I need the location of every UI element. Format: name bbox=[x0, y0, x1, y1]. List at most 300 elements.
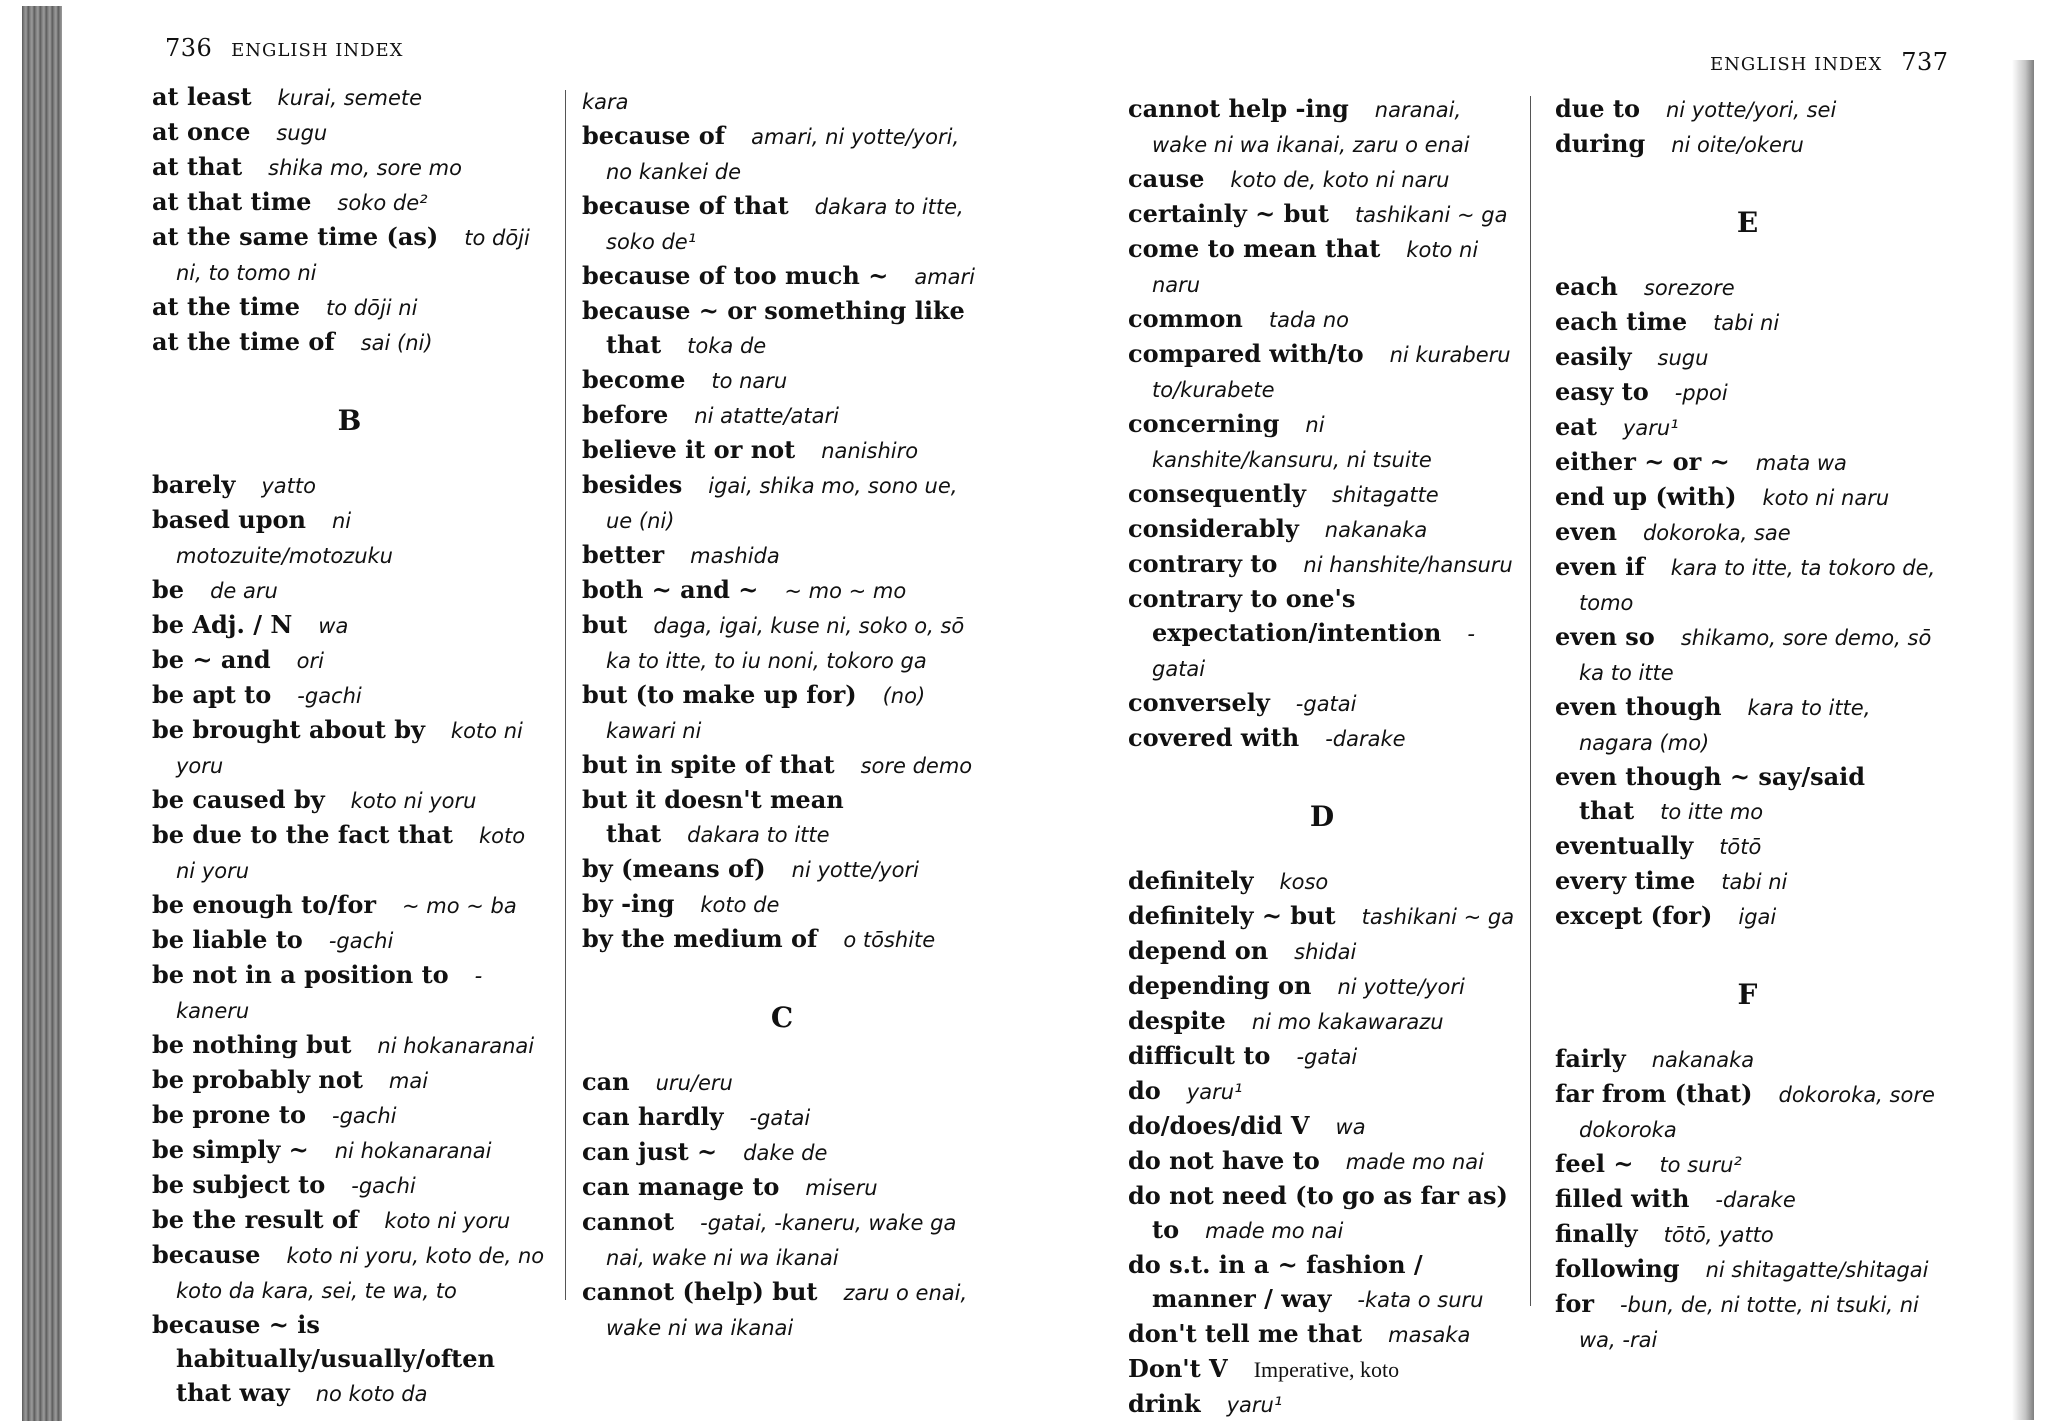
english-term: even so bbox=[1555, 622, 1655, 651]
english-term: be caused by bbox=[152, 785, 325, 814]
japanese-equivalent: -gatai bbox=[749, 1106, 811, 1130]
english-term: do bbox=[1128, 1076, 1161, 1105]
english-term: definitely bbox=[1128, 866, 1254, 895]
english-term: even bbox=[1555, 517, 1617, 546]
index-entry bbox=[1128, 1317, 1516, 1352]
index-entry bbox=[1128, 1144, 1516, 1179]
index-entry bbox=[1128, 92, 1516, 162]
index-entry bbox=[1555, 1182, 1940, 1217]
english-term: but (to make up for) bbox=[582, 680, 857, 709]
english-term: during bbox=[1555, 129, 1646, 158]
english-term: cannot help -ing bbox=[1128, 94, 1349, 123]
japanese-equivalent: ni yotte/yori bbox=[1337, 975, 1465, 999]
index-entry bbox=[152, 713, 547, 783]
english-term: before bbox=[582, 400, 669, 429]
japanese-equivalent: to dōji ni bbox=[326, 296, 418, 320]
japanese-equivalent: mashida bbox=[690, 544, 780, 568]
section-letter-heading: F bbox=[1737, 978, 1758, 1011]
japanese-equivalent: dakara to itte, soko de¹ bbox=[606, 195, 964, 254]
english-term: become bbox=[582, 365, 686, 394]
index-entry bbox=[152, 80, 547, 115]
english-term: believe it or not bbox=[582, 435, 796, 464]
index-entry bbox=[152, 888, 547, 923]
index-entry bbox=[582, 468, 982, 538]
japanese-equivalent: sore demo bbox=[860, 754, 973, 778]
index-entry bbox=[152, 818, 547, 888]
index-entry bbox=[152, 115, 547, 150]
english-term: each time bbox=[1555, 307, 1688, 336]
english-term: easily bbox=[1555, 342, 1632, 371]
index-entry bbox=[582, 887, 982, 922]
index-entry bbox=[1555, 270, 1940, 305]
japanese-equivalent: tōtō, yatto bbox=[1663, 1223, 1774, 1247]
english-term: concerning bbox=[1128, 409, 1280, 438]
english-term: compared with/to bbox=[1128, 339, 1364, 368]
japanese-equivalent: dokoroka, sae bbox=[1642, 521, 1791, 545]
index-entry bbox=[582, 608, 982, 678]
japanese-equivalent: zaru o enai, wake ni wa ikanai bbox=[606, 1281, 968, 1340]
english-term: be simply ~ bbox=[152, 1135, 309, 1164]
japanese-equivalent: dakara to itte bbox=[687, 823, 830, 847]
index-entry bbox=[1128, 721, 1516, 756]
english-term: far from (that) bbox=[1555, 1079, 1753, 1108]
japanese-equivalent: soko de² bbox=[337, 191, 428, 215]
index-entry bbox=[1555, 829, 1940, 864]
english-term: be apt to bbox=[152, 680, 272, 709]
japanese-equivalent: amari, ni yotte/yori, no kankei de bbox=[606, 125, 960, 184]
japanese-equivalent: ni hokanaranai bbox=[377, 1034, 535, 1058]
index-entry bbox=[582, 294, 982, 363]
index-entry bbox=[582, 852, 982, 887]
english-term: can hardly bbox=[582, 1102, 724, 1131]
japanese-equivalent: wa bbox=[318, 614, 349, 638]
english-term: even though bbox=[1555, 692, 1722, 721]
english-term: finally bbox=[1555, 1219, 1638, 1248]
english-term: eat bbox=[1555, 412, 1597, 441]
english-term: come to mean that bbox=[1128, 234, 1381, 263]
section-letter-heading: C bbox=[770, 1001, 794, 1034]
japanese-equivalent: shitagatte bbox=[1331, 483, 1439, 507]
japanese-equivalent: -ppoi bbox=[1674, 381, 1728, 405]
japanese-equivalent: tashikani ~ ga bbox=[1354, 203, 1508, 227]
index-entry bbox=[152, 573, 547, 608]
index-entry bbox=[1555, 410, 1940, 445]
english-term: because bbox=[152, 1240, 261, 1269]
english-term: can just ~ bbox=[582, 1137, 718, 1166]
english-term: even if bbox=[1555, 552, 1645, 581]
index-entry bbox=[1555, 305, 1940, 340]
index-entry bbox=[152, 503, 547, 573]
index-entry bbox=[1555, 1147, 1940, 1182]
japanese-equivalent: naranai, wake ni wa ikanai, zaru o enai bbox=[1152, 98, 1470, 157]
index-entry bbox=[1555, 127, 1940, 162]
japanese-equivalent: ni hokanaranai bbox=[334, 1139, 492, 1163]
japanese-equivalent: masaka bbox=[1388, 1323, 1471, 1347]
japanese-equivalent: no koto da bbox=[315, 1382, 428, 1406]
japanese-equivalent: tōtō bbox=[1719, 835, 1762, 859]
index-entry bbox=[152, 1133, 547, 1168]
english-term: for bbox=[1555, 1289, 1594, 1318]
index-entry bbox=[582, 1205, 982, 1275]
index-entry bbox=[1128, 477, 1516, 512]
japanese-equivalent: shidai bbox=[1294, 940, 1357, 964]
index-entry bbox=[582, 1170, 982, 1205]
index-entry bbox=[1128, 899, 1516, 934]
english-term: even though ~ say/said that bbox=[1555, 762, 1866, 825]
english-term: better bbox=[582, 540, 665, 569]
english-term: be subject to bbox=[152, 1170, 326, 1199]
index-entry bbox=[152, 1063, 547, 1098]
japanese-equivalent: ni shitagatte/shitagai bbox=[1705, 1258, 1929, 1282]
japanese-equivalent: nakanaka bbox=[1651, 1048, 1755, 1072]
japanese-equivalent: yaru¹ bbox=[1186, 1080, 1243, 1104]
english-term: definitely ~ but bbox=[1128, 901, 1336, 930]
japanese-equivalent: miseru bbox=[805, 1176, 878, 1200]
japanese-equivalent: ni hanshite/hansuru bbox=[1303, 553, 1513, 577]
english-term: but in spite of that bbox=[582, 750, 835, 779]
japanese-equivalent: ~ mo ~ ba bbox=[402, 894, 517, 918]
english-term: depending on bbox=[1128, 971, 1312, 1000]
english-term: Don't V bbox=[1128, 1354, 1228, 1383]
book-binding-shadow bbox=[22, 6, 62, 1421]
japanese-equivalent: kara bbox=[582, 90, 629, 114]
index-entry bbox=[152, 1098, 547, 1133]
english-term: consequently bbox=[1128, 479, 1306, 508]
japanese-equivalent: ni oite/okeru bbox=[1671, 133, 1804, 157]
japanese-equivalent: shika mo, sore mo bbox=[268, 156, 462, 180]
index-entry bbox=[152, 290, 547, 325]
english-term: be Adj. / N bbox=[152, 610, 293, 639]
japanese-equivalent: koso bbox=[1279, 870, 1329, 894]
index-entry bbox=[152, 185, 547, 220]
index-entry bbox=[1555, 375, 1940, 410]
page-number: 737 bbox=[1901, 48, 1949, 76]
english-term: contrary to bbox=[1128, 549, 1278, 578]
english-term: barely bbox=[152, 470, 236, 499]
left-page-header bbox=[165, 34, 404, 62]
english-term: cannot (help) but bbox=[582, 1277, 818, 1306]
english-term: do s.t. in a ~ fashion / manner / way bbox=[1128, 1250, 1423, 1313]
english-term: cannot bbox=[582, 1207, 675, 1236]
index-entry bbox=[1555, 92, 1940, 127]
japanese-equivalent: -kaneru bbox=[176, 964, 483, 1023]
index-entry bbox=[582, 1065, 982, 1100]
japanese-equivalent: koto ni yoru bbox=[384, 1209, 511, 1233]
english-term: do/does/did V bbox=[1128, 1111, 1310, 1140]
index-entry bbox=[1128, 582, 1516, 686]
index-entry bbox=[152, 608, 547, 643]
index-entry bbox=[1128, 969, 1516, 1004]
index-entry bbox=[1555, 1217, 1940, 1252]
english-term: can bbox=[582, 1067, 630, 1096]
english-term: filled with bbox=[1555, 1184, 1690, 1213]
index-entry bbox=[1128, 864, 1516, 899]
right-page-header bbox=[1710, 48, 1961, 76]
column-divider bbox=[1530, 96, 1531, 1306]
index-entry bbox=[582, 398, 982, 433]
index-entry bbox=[1128, 197, 1516, 232]
japanese-equivalent: ni atatte/atari bbox=[694, 404, 839, 428]
english-term: easy to bbox=[1555, 377, 1649, 406]
index-entry bbox=[1555, 550, 1940, 620]
english-term: following bbox=[1555, 1254, 1680, 1283]
index-entry bbox=[1128, 302, 1516, 337]
japanese-equivalent: o tōshite bbox=[843, 928, 936, 952]
english-term: covered with bbox=[1128, 723, 1300, 752]
section-letter-heading: B bbox=[337, 404, 362, 437]
index-entry bbox=[1555, 1252, 1940, 1287]
english-term: except (for) bbox=[1555, 901, 1713, 930]
english-term: either ~ or ~ bbox=[1555, 447, 1730, 476]
english-term: can manage to bbox=[582, 1172, 780, 1201]
index-entry bbox=[582, 1100, 982, 1135]
japanese-equivalent: -bun, de, ni totte, ni tsuki, ni wa, -rai bbox=[1579, 1293, 1919, 1352]
index-entry bbox=[1555, 864, 1940, 899]
english-term: but it doesn't mean that bbox=[582, 785, 844, 848]
section-letter-heading: E bbox=[1736, 206, 1759, 239]
english-term: each bbox=[1555, 272, 1618, 301]
english-term: be prone to bbox=[152, 1100, 307, 1129]
english-term: despite bbox=[1128, 1006, 1226, 1035]
japanese-equivalent: to itte mo bbox=[1660, 800, 1764, 824]
index-entry bbox=[582, 538, 982, 573]
index-entry bbox=[1128, 162, 1516, 197]
running-title: ENGLISH INDEX bbox=[1710, 54, 1883, 75]
japanese-equivalent: de aru bbox=[210, 579, 278, 603]
japanese-equivalent: ni mo kakawarazu bbox=[1251, 1010, 1444, 1034]
english-term: due to bbox=[1555, 94, 1640, 123]
english-term: at the same time (as) bbox=[152, 222, 439, 251]
japanese-equivalent: koto ni yoru bbox=[176, 824, 526, 883]
japanese-equivalent: to dōji ni, to tomo ni bbox=[176, 226, 530, 285]
english-term: be liable to bbox=[152, 925, 303, 954]
page-edge-shadow bbox=[2012, 60, 2034, 1420]
japanese-equivalent: wa bbox=[1335, 1115, 1366, 1139]
index-entry bbox=[1555, 899, 1940, 934]
japanese-equivalent: to naru bbox=[711, 369, 788, 393]
index-entry bbox=[582, 433, 982, 468]
page-number: 736 bbox=[165, 34, 213, 62]
index-entry bbox=[152, 220, 547, 290]
english-term: difficult to bbox=[1128, 1041, 1271, 1070]
english-term: be not in a position to bbox=[152, 960, 449, 989]
japanese-equivalent: -gatai bbox=[1295, 692, 1357, 716]
english-term: be enough to/for bbox=[152, 890, 377, 919]
index-entry bbox=[152, 325, 547, 360]
index-entry bbox=[582, 922, 982, 957]
index-entry bbox=[1128, 232, 1516, 302]
japanese-equivalent: koto ni naru bbox=[1152, 238, 1479, 297]
index-entry bbox=[152, 1168, 547, 1203]
japanese-equivalent: igai, shika mo, sono ue, ue (ni) bbox=[606, 474, 958, 533]
index-entry bbox=[582, 678, 982, 748]
japanese-equivalent: koto ni yoru bbox=[176, 719, 523, 778]
english-term: be probably not bbox=[152, 1065, 363, 1094]
japanese-equivalent: yaru¹ bbox=[1226, 1393, 1283, 1417]
index-entry bbox=[152, 923, 547, 958]
japanese-equivalent: sugu bbox=[1657, 346, 1709, 370]
english-term: at that time bbox=[152, 187, 312, 216]
index-entry bbox=[582, 363, 982, 398]
english-term: end up (with) bbox=[1555, 482, 1737, 511]
english-term: conversely bbox=[1128, 688, 1270, 717]
japanese-equivalent: sai (ni) bbox=[360, 331, 433, 355]
index-entry bbox=[1128, 1109, 1516, 1144]
japanese-equivalent: sorezore bbox=[1643, 276, 1735, 300]
english-term: drink bbox=[1128, 1389, 1201, 1418]
japanese-equivalent: -gachi bbox=[332, 1104, 397, 1128]
index-entry bbox=[152, 1203, 547, 1238]
japanese-equivalent: ni motozuite/motozuku bbox=[176, 509, 393, 568]
japanese-equivalent: yatto bbox=[261, 474, 316, 498]
index-entry bbox=[582, 573, 982, 608]
index-entry bbox=[582, 1135, 982, 1170]
english-term: by (means of) bbox=[582, 854, 766, 883]
index-entry bbox=[152, 958, 547, 1028]
japanese-equivalent: kara to itte, ta tokoro de, tomo bbox=[1579, 556, 1936, 615]
index-entry bbox=[1128, 337, 1516, 407]
english-term: by -ing bbox=[582, 889, 675, 918]
japanese-equivalent: ori bbox=[296, 649, 324, 673]
index-column-1 bbox=[152, 80, 547, 1411]
english-term: do not have to bbox=[1128, 1146, 1320, 1175]
english-term: at once bbox=[152, 117, 251, 146]
index-entry bbox=[152, 1238, 547, 1308]
english-term: besides bbox=[582, 470, 683, 499]
english-term: because of too much ~ bbox=[582, 261, 889, 290]
english-term: both ~ and ~ bbox=[582, 575, 759, 604]
index-entry bbox=[1128, 1074, 1516, 1109]
japanese-equivalent: dake de bbox=[743, 1141, 828, 1165]
index-entry bbox=[582, 1275, 982, 1345]
english-term: common bbox=[1128, 304, 1243, 333]
english-term: by the medium of bbox=[582, 924, 818, 953]
english-term: cause bbox=[1128, 164, 1205, 193]
japanese-equivalent: (no) kawari ni bbox=[606, 684, 926, 743]
japanese-equivalent: ni kuraberu to/kurabete bbox=[1152, 343, 1511, 402]
english-term: considerably bbox=[1128, 514, 1299, 543]
japanese-equivalent: koto de bbox=[700, 893, 780, 917]
english-term: be ~ and bbox=[152, 645, 271, 674]
japanese-equivalent: -darake bbox=[1325, 727, 1406, 751]
japanese-equivalent: -gatai, -kaneru, wake ga nai, wake ni wa ikanai bbox=[606, 1211, 957, 1270]
index-column-3 bbox=[1128, 92, 1516, 1422]
japanese-equivalent: nanishiro bbox=[821, 439, 919, 463]
running-title: ENGLISH INDEX bbox=[231, 40, 404, 61]
japanese-equivalent: kara to itte, nagara (mo) bbox=[1579, 696, 1871, 755]
index-entry bbox=[582, 259, 982, 294]
japanese-equivalent: daga, igai, kuse ni, soko o, sō ka to itte, to iu noni, tokoro ga bbox=[606, 614, 965, 673]
index-entry bbox=[1128, 512, 1516, 547]
japanese-equivalent: shikamo, sore demo, sō ka to itte bbox=[1579, 626, 1932, 685]
english-term: but bbox=[582, 610, 628, 639]
index-column-4 bbox=[1555, 92, 1940, 1357]
japanese-equivalent: ~ mo ~ mo bbox=[784, 579, 907, 603]
english-term: don't tell me that bbox=[1128, 1319, 1363, 1348]
index-entry bbox=[152, 1028, 547, 1063]
japanese-equivalent: uru/eru bbox=[655, 1071, 733, 1095]
index-entry bbox=[1555, 340, 1940, 375]
japanese-equivalent: -kata o suru bbox=[1357, 1288, 1484, 1312]
english-term: be nothing but bbox=[152, 1030, 352, 1059]
index-entry bbox=[1555, 1287, 1940, 1357]
japanese-equivalent: -gachi bbox=[351, 1174, 416, 1198]
index-entry bbox=[582, 783, 982, 852]
japanese-equivalent: ni yotte/yori bbox=[791, 858, 919, 882]
japanese-equivalent: tashikani ~ ga bbox=[1361, 905, 1515, 929]
index-entry bbox=[1128, 547, 1516, 582]
english-term: every time bbox=[1555, 866, 1696, 895]
english-term: fairly bbox=[1555, 1044, 1626, 1073]
column-divider bbox=[565, 90, 566, 1300]
index-entry bbox=[582, 748, 982, 783]
japanese-equivalent: Imperative, koto bbox=[1253, 1357, 1400, 1382]
japanese-equivalent: tabi ni bbox=[1713, 311, 1780, 335]
index-entry bbox=[152, 678, 547, 713]
japanese-equivalent: mai bbox=[388, 1069, 429, 1093]
english-term: depend on bbox=[1128, 936, 1269, 965]
english-term: because ~ or something like that bbox=[582, 296, 965, 359]
japanese-equivalent: koto ni naru bbox=[1762, 486, 1890, 510]
index-entry bbox=[1555, 760, 1940, 829]
english-term: at the time bbox=[152, 292, 301, 321]
japanese-equivalent: amari bbox=[914, 265, 975, 289]
japanese-equivalent: made mo nai bbox=[1345, 1150, 1484, 1174]
english-term: be due to the fact that bbox=[152, 820, 453, 849]
index-entry bbox=[1128, 934, 1516, 969]
japanese-equivalent: nakanaka bbox=[1324, 518, 1428, 542]
english-term: eventually bbox=[1555, 831, 1694, 860]
english-term: be brought about by bbox=[152, 715, 425, 744]
japanese-equivalent: ni kanshite/kansuru, ni tsuite bbox=[1152, 413, 1432, 472]
japanese-equivalent: kurai, semete bbox=[277, 86, 423, 110]
japanese-equivalent: igai bbox=[1738, 905, 1777, 929]
index-entry bbox=[1128, 1039, 1516, 1074]
japanese-equivalent: koto ni yoru, koto de, no koto da kara, sei, te wa, to bbox=[176, 1244, 545, 1303]
index-entry bbox=[1555, 690, 1940, 760]
index-entry bbox=[1128, 1179, 1516, 1248]
japanese-equivalent: mata wa bbox=[1755, 451, 1847, 475]
index-entry bbox=[1555, 480, 1940, 515]
index-entry bbox=[1128, 1248, 1516, 1317]
english-term: certainly ~ but bbox=[1128, 199, 1329, 228]
index-entry bbox=[1128, 1352, 1516, 1387]
index-entry bbox=[1128, 1387, 1516, 1422]
english-term: be the result of bbox=[152, 1205, 359, 1234]
index-entry bbox=[1555, 445, 1940, 480]
index-entry bbox=[1555, 1077, 1940, 1147]
japanese-equivalent: -darake bbox=[1715, 1188, 1796, 1212]
index-entry bbox=[582, 189, 982, 259]
index-entry bbox=[152, 1308, 547, 1411]
index-entry bbox=[582, 119, 982, 189]
english-term: be bbox=[152, 575, 185, 604]
index-entry bbox=[1555, 620, 1940, 690]
section-letter-heading: D bbox=[1309, 800, 1335, 833]
english-term: based upon bbox=[152, 505, 306, 534]
index-entry bbox=[1555, 1042, 1940, 1077]
japanese-equivalent: to suru² bbox=[1659, 1153, 1742, 1177]
japanese-equivalent: -gatai bbox=[1152, 622, 1475, 681]
japanese-equivalent: -gatai bbox=[1296, 1045, 1358, 1069]
index-entry bbox=[152, 468, 547, 503]
japanese-equivalent: -gachi bbox=[328, 929, 394, 953]
index-entry bbox=[1128, 1004, 1516, 1039]
english-term: feel ~ bbox=[1555, 1149, 1634, 1178]
index-column-2 bbox=[582, 84, 982, 1345]
japanese-equivalent: tada no bbox=[1268, 308, 1350, 332]
index-entry bbox=[1128, 686, 1516, 721]
